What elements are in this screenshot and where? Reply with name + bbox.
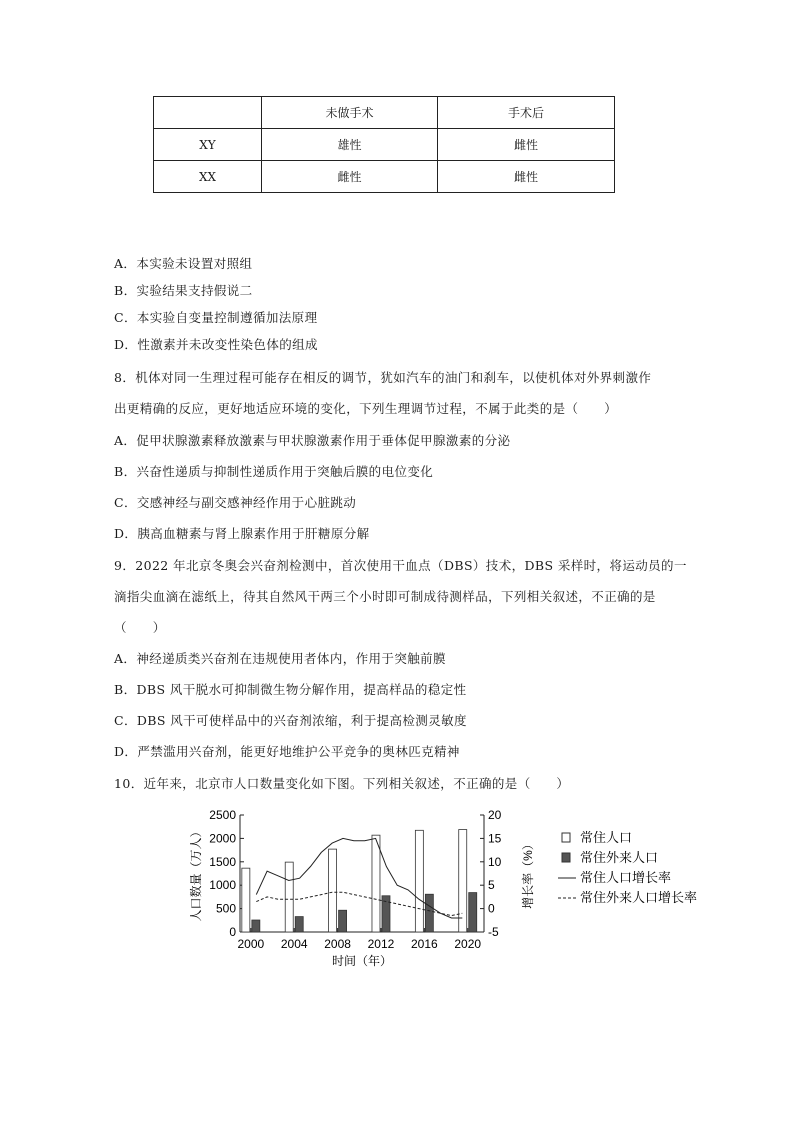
x-tick-label: 2016 — [411, 937, 438, 951]
q7-option-c: C．本实验自变量控制遵循加法原理 — [114, 310, 318, 325]
bar-resident-population — [285, 862, 293, 932]
right-tick-label: 20 — [488, 808, 502, 822]
left-tick-label: 2500 — [209, 808, 236, 822]
q9-stem-line-2: 滴指尖血滴在滤纸上，待其自然风干两三个小时即可制成待测样品，下列相关叙述，不正确的是 — [114, 589, 656, 604]
x-tick-label: 2000 — [237, 937, 265, 951]
left-tick-label: 500 — [215, 901, 236, 916]
table-row — [154, 161, 615, 193]
q8-stem-line-2: 出更精确的反应，更好地适应环境的变化，下列生理调节过程，不属于此类的是（ ） — [114, 401, 618, 416]
right-tick-label: 0 — [488, 901, 495, 916]
q9-stem-line-1: 9．2022 年北京冬奥会兴奋剂检测中，首次使用干血点（DBS）技术，DBS 采样时，将运动员的一 — [114, 558, 687, 573]
bar-resident-population — [459, 830, 467, 932]
q9-stem-line-3: （ ） — [114, 620, 166, 635]
q8-option-b: B．兴奋性递质与抑制性递质作用于突触后膜的电位变化 — [114, 464, 434, 479]
x-tick-label: 2020 — [454, 937, 482, 951]
table-cell: XX — [154, 161, 262, 193]
q9-option-b: B．DBS 风干脱水可抑制微生物分解作用，提高样品的稳定性 — [114, 682, 467, 697]
table-cell: 雌性 — [438, 161, 615, 193]
q10-stem: 10．近年来，北京市人口数量变化如下图。下列相关叙述，不正确的是（ ） — [114, 776, 570, 791]
right-tick-label: 10 — [488, 854, 502, 869]
x-tick-label: 2008 — [324, 937, 351, 951]
legend-label: 常住人口增长率 — [580, 870, 672, 885]
q9-option-a: A．神经递质类兴奋剂在违规使用者体内，作用于突触前膜 — [114, 651, 446, 666]
bar-migrant-population — [339, 910, 347, 932]
bar-resident-population — [372, 835, 380, 932]
bar-migrant-population — [469, 893, 477, 932]
bar-resident-population — [329, 849, 337, 932]
right-tick-label: 5 — [488, 878, 495, 893]
q8-option-c: C．交感神经与副交感神经作用于心脏跳动 — [114, 495, 357, 510]
q9-option-c: C．DBS 风干可使样品中的兴奋剂浓缩，利于提高检测灵敏度 — [114, 713, 467, 728]
left-axis-label: 人口数量（万人） — [189, 825, 203, 922]
legend-label: 常住人口 — [580, 830, 633, 845]
x-axis-label: 时间（年） — [331, 954, 393, 968]
q7-option-a: A．本实验未设置对照组 — [114, 256, 253, 271]
table-header-row — [154, 97, 615, 129]
right-tick-label: 15 — [488, 831, 502, 846]
population-chart — [180, 800, 720, 975]
table-cell: 雌性 — [262, 161, 438, 193]
left-tick-label: 2000 — [209, 831, 236, 846]
q7-option-b: B．实验结果支持假说二 — [114, 283, 253, 298]
table-header-cell: 未做手术 — [262, 97, 438, 129]
legend-label: 常住外来人口增长率 — [580, 890, 698, 905]
x-tick-label: 2004 — [280, 937, 308, 951]
table-row — [154, 129, 615, 161]
table-cell: 雌性 — [438, 129, 615, 161]
q8-option-a: A．促甲状腺激素释放激素与甲状腺激素作用于垂体促甲腺激素的分泌 — [114, 433, 511, 448]
left-tick-label: 0 — [229, 925, 236, 939]
table-cell: 雄性 — [262, 129, 438, 161]
table-header-cell — [154, 97, 262, 129]
bar-resident-population — [415, 830, 423, 932]
right-axis-label: 增长率（%） — [521, 838, 535, 909]
bar-migrant-population — [252, 920, 260, 932]
q8-option-d: D．胰高血糖素与肾上腺素作用于肝糖原分解 — [114, 526, 370, 541]
q9-option-d: D．严禁滥用兴奋剂，能更好地维护公平竞争的奥林匹克精神 — [114, 744, 460, 759]
bar-migrant-population — [425, 894, 433, 932]
right-tick-label: -5 — [488, 925, 499, 939]
legend-swatch-resident — [562, 833, 570, 842]
legend-label: 常住外来人口 — [580, 850, 659, 865]
legend-swatch-migrant — [562, 853, 570, 862]
table-header-cell: 手术后 — [438, 97, 615, 129]
x-tick-label: 2012 — [367, 937, 395, 951]
q8-stem-line-1: 8．机体对同一生理过程可能存在相反的调节，犹如汽车的油门和刹车，以使机体对外界刺激作 — [114, 370, 652, 385]
results-table — [153, 96, 615, 193]
table-cell: XY — [154, 129, 262, 161]
bar-resident-population — [242, 868, 250, 932]
bar-migrant-population — [295, 917, 303, 932]
left-tick-label: 1500 — [209, 854, 236, 869]
left-tick-label: 1000 — [209, 878, 236, 893]
q7-option-d: D．性激素并未改变性染色体的组成 — [114, 337, 318, 352]
